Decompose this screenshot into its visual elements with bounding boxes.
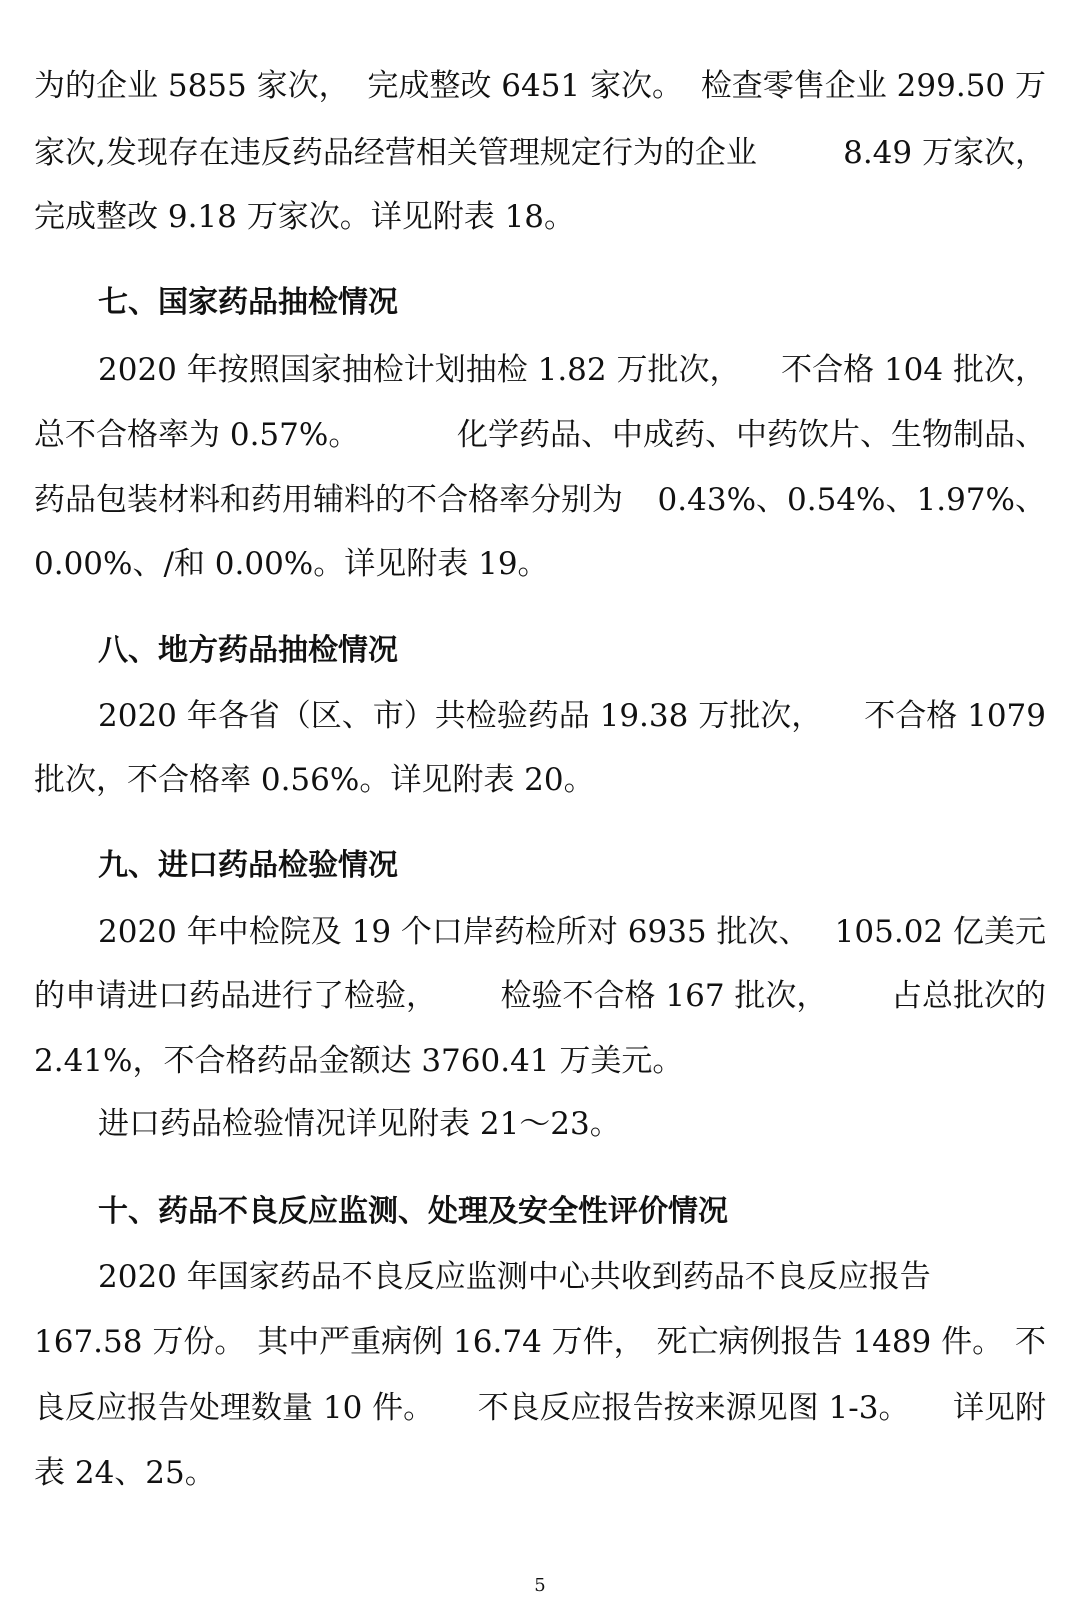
paragraph-line: 2.41%，不合格药品金额达 3760.41 万美元。 [34,1043,684,1079]
paragraph-line [34,412,1046,458]
paragraph-line [34,63,1046,109]
paragraph-line [34,973,1046,1019]
text-segment: 0.43%、0.54%、1.97%、 [657,482,1046,518]
text-segment: 完成整改 6451 家次。 [367,68,684,104]
text-segment: 不良反应报告按来源见图 1-3。 [477,1390,910,1426]
paragraph-line [98,693,1046,739]
page-number: 5 [534,1575,546,1596]
text-segment: 2020 年各省（区、市）共检验药品 19.38 万批次， [98,698,823,734]
paragraph-line: 0.00%、/和 0.00%。详见附表 19。 [34,546,549,582]
paragraph-line: 进口药品检验情况详见附表 21～23。 [98,1106,621,1142]
text-segment: 家次,发现存在违反药品经营相关管理规定行为的企业 [34,135,757,171]
text-segment: 不合格 1079 [864,698,1046,734]
text-segment: 为的企业 5855 家次， [34,68,350,104]
text-segment: 其中严重病例 16.74 万件， [257,1324,645,1360]
paragraph-line [34,1385,1046,1431]
text-segment: 总不合格率为 0.57%。 [34,417,360,453]
paragraph-line [34,477,1046,523]
section-heading: 九、进口药品检验情况 [98,848,398,883]
paragraph-line: 批次，不合格率 0.56%。详见附表 20。 [34,762,595,798]
paragraph-line [98,1254,1046,1300]
text-segment: 的申请进口药品进行了检验， [34,978,437,1014]
paragraph-line [98,909,1046,955]
section-heading: 七、国家药品抽检情况 [98,285,398,320]
text-segment: 占总批次的 [890,978,1046,1014]
text-segment: 167.58 万份。 [34,1324,246,1360]
text-segment: 2020 年中检院及 19 个口岸药检所对 6935 批次、 [98,914,810,950]
text-segment: 8.49 万家次， [843,135,1046,171]
text-segment: 不 [1014,1324,1046,1360]
paragraph-line [98,347,1046,393]
text-segment: 化学药品、中成药、中药饮片、生物制品、 [457,417,1046,453]
text-segment: 105.02 亿美元 [834,914,1046,950]
text-segment: 检验不合格 167 批次， [500,978,828,1014]
text-segment: 详见附 [953,1390,1046,1426]
text-segment: 死亡病例报告 1489 件。 [656,1324,1004,1360]
paragraph-line [34,130,1046,176]
text-segment: 良反应报告处理数量 10 件。 [34,1390,435,1426]
text-segment: 不合格 104 批次， [781,352,1046,388]
section-heading: 十、药品不良反应监测、处理及安全性评价情况 [98,1194,728,1229]
section-heading: 八、地方药品抽检情况 [98,633,398,668]
paragraph-line: 完成整改 9.18 万家次。详见附表 18。 [34,199,576,235]
text-segment: 检查零售企业 299.50 万 [700,68,1046,104]
paragraph-line: 表 24、25。 [34,1455,216,1491]
text-segment: 2020 年按照国家抽检计划抽检 1.82 万批次， [98,352,741,388]
text-segment: 药品包装材料和药用辅料的不合格率分别为 [34,482,623,518]
paragraph-line [34,1319,1046,1365]
text-segment: 2020 年国家药品不良反应监测中心共收到药品不良反应报告 [98,1259,931,1295]
